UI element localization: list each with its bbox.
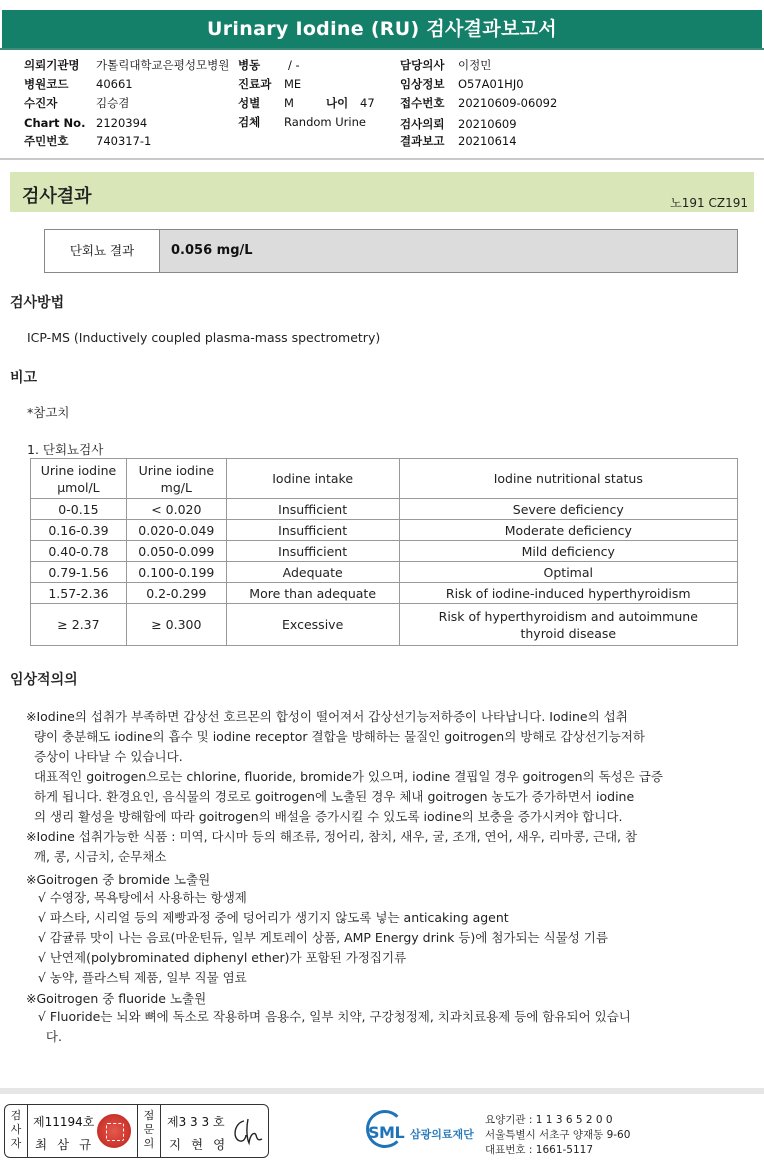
info-key: 검사의뢰 — [400, 117, 445, 131]
clinical-line: ※Iodine의 섭취가 부족하면 갑상선 호르몬의 합성이 떨어져서 갑상선기능저하증이 나타납니다. Iodine의 섭취 — [26, 709, 628, 724]
title-bar — [0, 0, 764, 50]
table-cell: 1.57-2.36 — [31, 583, 127, 604]
info-key: 의뢰기관명 — [24, 58, 80, 72]
table-row — [31, 562, 738, 583]
info-value: 20210609 — [458, 117, 517, 131]
table-row — [31, 583, 738, 604]
method-title: 검사방법 — [10, 295, 65, 311]
clinical-line: √ Fluoride는 뇌와 뼈에 독소로 작용하며 음용수, 일부 치약, 구강청정제, 치과치료용제 등에 함유되어 있습니 — [26, 1009, 631, 1024]
info-value: 김승겸 — [96, 96, 130, 110]
table-cell: 0.2-0.299 — [126, 583, 226, 604]
reference-label: *참고치 — [27, 405, 70, 420]
table-cell: 0-0.15 — [31, 499, 127, 520]
test-code: 노191 CZ191 — [670, 196, 748, 210]
table-cell: 0.020-0.049 — [126, 520, 226, 541]
info-value: 740317-1 — [96, 134, 152, 148]
clinical-line: √ 감귤류 맛이 나는 음료(마운틴듀, 일부 게토레이 상품, AMP Energy drink 등)에 첨가되는 식물성 기름 — [26, 930, 608, 945]
confirmer-number: 제3 3 3 호 — [167, 1115, 225, 1129]
info-value: Random Urine — [284, 115, 366, 129]
info-key: 임상정보 — [400, 77, 445, 91]
contact-line-0: 요양기관 : 1 1 3 6 5 2 0 0 — [485, 1114, 613, 1126]
info-key: 나이 — [326, 96, 349, 110]
table-cell: 0.100-0.199 — [126, 562, 226, 583]
confirmer-label: 점 문 의 — [143, 1109, 155, 1150]
table-cell: < 0.020 — [126, 499, 226, 520]
table-cell: 0.79-1.56 — [31, 562, 127, 583]
info-value: M — [284, 96, 294, 110]
info-value: 20210609-06092 — [458, 96, 558, 110]
sign-divider — [137, 1105, 138, 1157]
info-key: 담당의사 — [400, 58, 445, 72]
header-divider — [0, 158, 764, 160]
footer-divider — [0, 1088, 764, 1094]
info-left-4 — [24, 133, 151, 149]
header-status: Iodine nutritional status — [399, 459, 737, 499]
header-umol-line1: Urine iodine — [40, 462, 117, 478]
table-cell: Mild deficiency — [399, 541, 737, 562]
org-name: 삼광의료재단 — [410, 1128, 474, 1141]
info-age — [326, 95, 375, 111]
info-right-0 — [400, 57, 491, 73]
info-right-2 — [400, 95, 557, 111]
table-cell: 0.050-0.099 — [126, 541, 226, 562]
clinical-line: 증상이 나타날 수 있습니다. — [26, 749, 183, 764]
title-underline — [0, 48, 764, 50]
table-cell: Risk of hyperthyroidism and autoimmune thyroid disease — [399, 604, 737, 646]
confirmer-name: 지 현 영 — [169, 1137, 229, 1152]
clinical-line: 하게 됩니다. 환경요인, 음식물의 경로로 goitrogen에 노출된 경우 체내 goitrogen 농도가 증가하면서 iodine — [26, 789, 635, 804]
table-row — [31, 520, 738, 541]
info-mid-2 — [238, 95, 294, 111]
header-intake: Iodine intake — [226, 459, 399, 499]
sign-divider — [27, 1105, 28, 1157]
info-key: Chart No. — [24, 116, 86, 130]
info-value: 40661 — [96, 77, 133, 91]
info-key: 접수번호 — [400, 96, 445, 110]
info-mid-1 — [238, 76, 301, 92]
info-right-3 — [400, 116, 517, 132]
clinical-line: 량이 충분해도 iodine의 흡수 및 iodine receptor 결합을 방해하는 물질인 goitrogen의 방해로 갑상선기능저하 — [26, 729, 645, 744]
table-cell: Insufficient — [226, 499, 399, 520]
header-mg-line1: Urine iodine — [138, 462, 215, 478]
info-left-2 — [24, 95, 129, 111]
table-cell: Optimal — [399, 562, 737, 583]
header-umol-line2: μmol/L — [57, 479, 100, 495]
clinical-title: 임상적의의 — [10, 672, 78, 688]
info-key: 수진자 — [24, 96, 58, 110]
info-key: 검체 — [238, 115, 261, 129]
info-right-1 — [400, 76, 524, 92]
table-cell: ≥ 0.300 — [126, 604, 226, 646]
examiner-name: 최 삼 규 — [35, 1137, 95, 1152]
info-value: 2120394 — [96, 116, 148, 130]
table-header-row — [31, 459, 738, 499]
info-value: 20210614 — [458, 134, 517, 148]
info-value: 47 — [360, 96, 375, 110]
header-mg-line2: mg/L — [160, 479, 192, 495]
clinical-line: √ 수영장, 목욕탕에서 사용하는 항생제 — [26, 890, 247, 905]
table-row — [31, 604, 738, 646]
info-key: 주민번호 — [24, 134, 69, 148]
table-cell: Risk of iodine-induced hyperthyroidism — [399, 583, 737, 604]
reference-table — [30, 458, 738, 646]
table-row — [31, 541, 738, 562]
clinical-line: 다. — [26, 1029, 62, 1044]
table-cell: More than adequate — [226, 583, 399, 604]
info-value: 가톨릭대학교은평성모병원 — [96, 58, 230, 72]
table-cell: Adequate — [226, 562, 399, 583]
table-row — [31, 499, 738, 520]
info-key: 진료과 — [238, 77, 272, 91]
sml-logo — [366, 1110, 476, 1150]
clinical-line: 대표적인 goitrogen으로는 chlorine, fluoride, bromide가 있으며, iodine 결핍일 경우 goitrogen의 독성은 급증 — [26, 769, 663, 784]
info-key: 병동 — [238, 58, 261, 72]
table-cell: Severe deficiency — [399, 499, 737, 520]
clinical-line: 깨, 콩, 시금치, 순무채소 — [26, 849, 167, 864]
clinical-line: √ 파스타, 시리얼 등의 제빵과정 중에 덩어리가 생기지 않도록 넣는 anticaking agent — [26, 910, 509, 925]
header-mg — [126, 459, 226, 499]
result-value: 0.056 mg/L — [171, 243, 253, 258]
method-text: ICP-MS (Inductively coupled plasma-mass spectrometry) — [27, 330, 381, 345]
clinical-line: ※Goitrogen 중 fluoride 노출원 — [26, 991, 207, 1006]
contact-line-2: 대표번호 : 1661-5117 — [485, 1144, 594, 1156]
contact-line-1: 서울특별시 서초구 양재동 9-60 — [485, 1129, 631, 1141]
table-cell: 0.40-0.78 — [31, 541, 127, 562]
table-title: 1. 단회뇨검사 — [27, 442, 104, 457]
clinical-line: 의 생리 활성을 방해함에 따라 goitrogen의 배설을 증가시킬 수 있도록 iodine의 보충을 증가시켜야 합니다. — [26, 809, 623, 824]
result-box — [44, 229, 738, 273]
header-umol — [31, 459, 127, 499]
table-cell: Insufficient — [226, 541, 399, 562]
info-left-0 — [24, 57, 229, 73]
examiner-number: 제11194호 — [33, 1115, 95, 1129]
result-label: 단회뇨 결과 — [45, 230, 160, 272]
logo-text: SML — [368, 1123, 405, 1142]
info-left-3 — [24, 116, 147, 130]
table-cell: Excessive — [226, 604, 399, 646]
clinical-line: √ 난연제(polybrominated diphenyl ether)가 포함된 가정집기류 — [26, 950, 407, 965]
clinical-line: ※Goitrogen 중 bromide 노출원 — [26, 872, 211, 887]
table-cell: 0.16-0.39 — [31, 520, 127, 541]
signature-icon — [230, 1117, 264, 1147]
result-section-title: 검사결과 — [22, 186, 92, 207]
examiner-label: 검 사 자 — [10, 1109, 22, 1150]
table-cell: Moderate deficiency — [399, 520, 737, 541]
info-key: 결과보고 — [400, 134, 445, 148]
info-key: 성별 — [238, 96, 261, 110]
sign-divider — [160, 1105, 161, 1157]
info-value: / - — [288, 58, 300, 72]
info-key: 병원코드 — [24, 77, 69, 91]
seal-stamp-icon — [97, 1114, 131, 1148]
info-mid-3 — [238, 114, 366, 130]
result-section-band — [10, 172, 754, 212]
table-cell: ≥ 2.37 — [31, 604, 127, 646]
signature-box — [4, 1104, 269, 1158]
info-value: O57A01HJ0 — [458, 77, 524, 91]
report-title: Urinary Iodine (RU) 검사결과보고서 — [2, 10, 762, 48]
remarks-title: 비고 — [10, 370, 38, 386]
clinical-line: ※Iodine 섭취가능한 식품 : 미역, 다시마 등의 해조류, 정어리, 참치, 새우, 굴, 조개, 연어, 새우, 리마콩, 근대, 참 — [26, 829, 638, 844]
info-right-4 — [400, 133, 517, 149]
info-left-1 — [24, 76, 133, 92]
info-value: ME — [284, 77, 302, 91]
clinical-line: √ 농약, 플라스틱 제품, 일부 직물 염료 — [26, 970, 247, 985]
table-cell: Insufficient — [226, 520, 399, 541]
info-mid-0 — [238, 57, 300, 73]
info-value: 이정민 — [458, 58, 492, 72]
